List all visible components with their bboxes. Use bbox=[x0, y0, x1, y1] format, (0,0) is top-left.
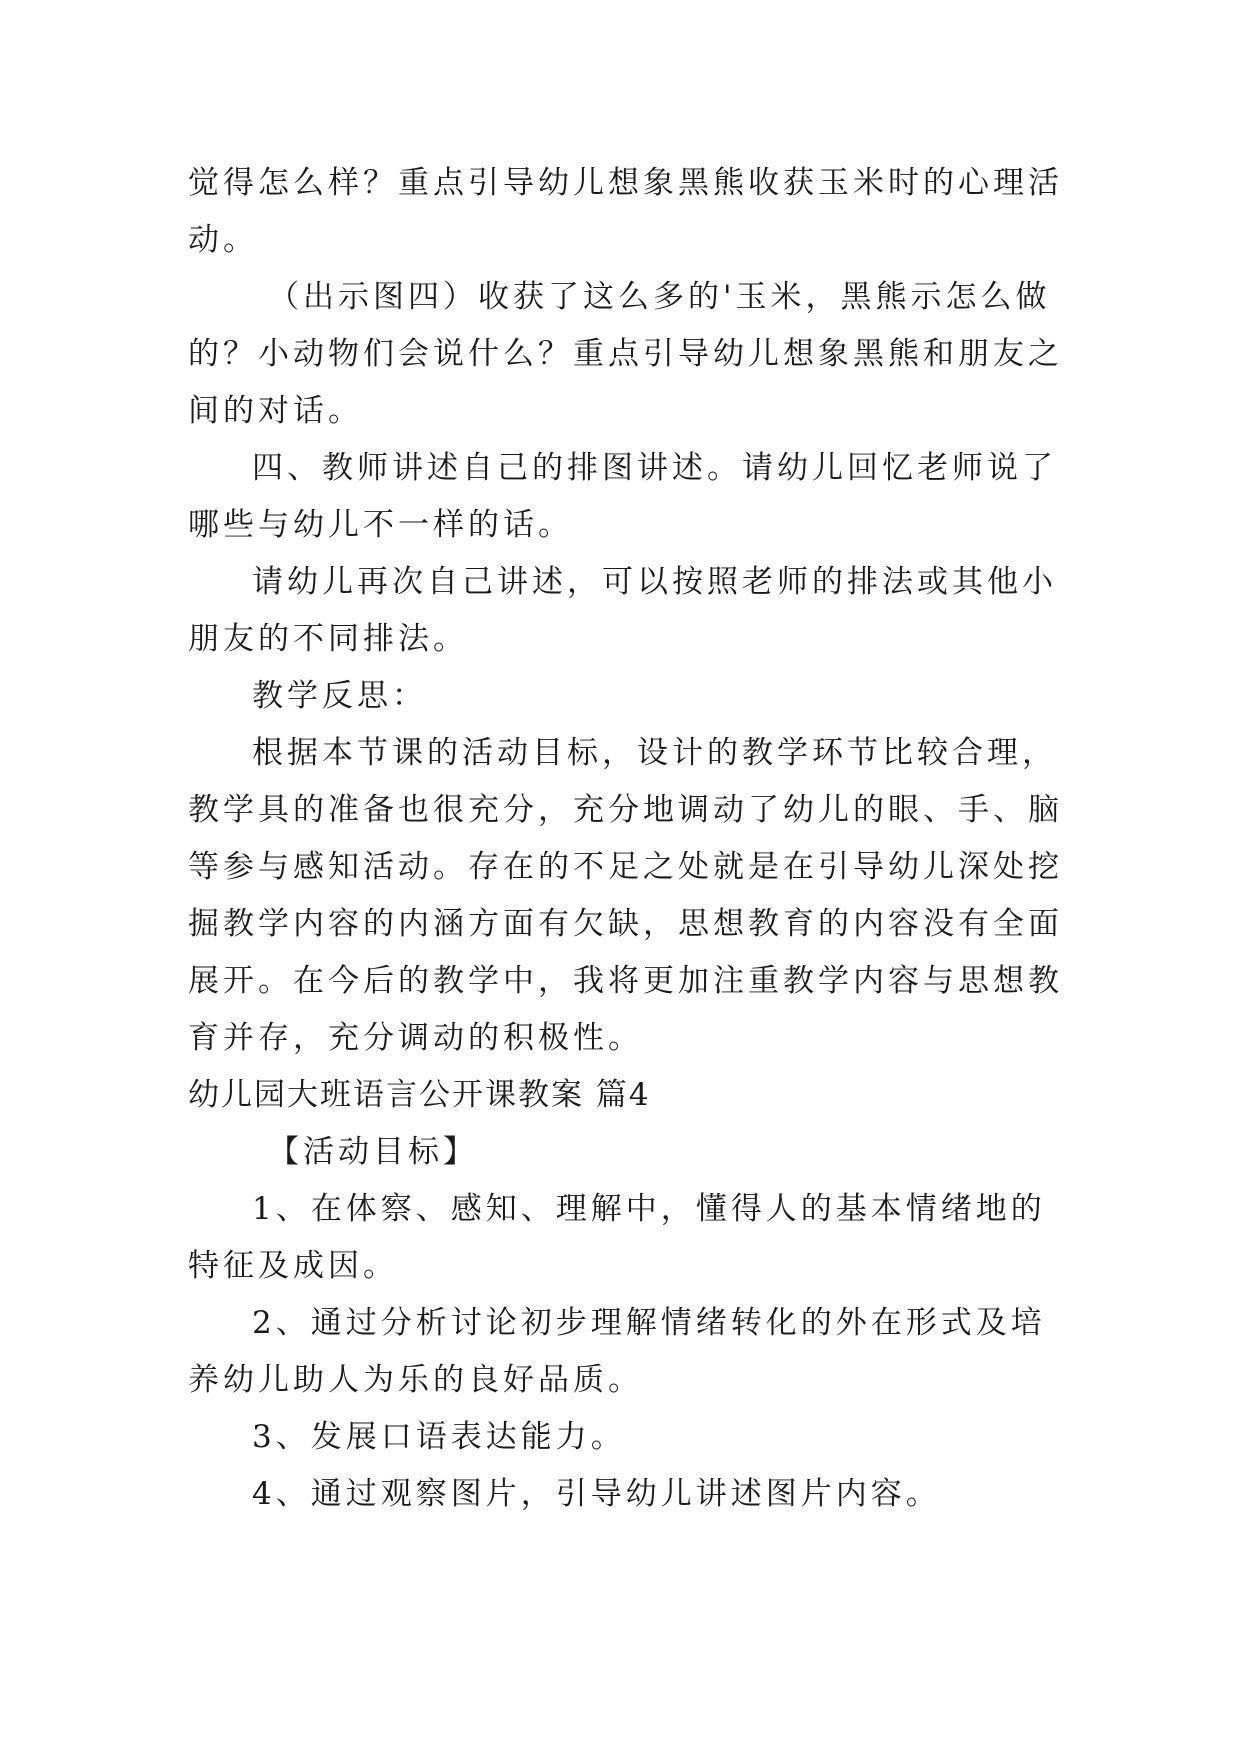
paragraph-show-picture-four: （出示图四）收获了这么多的'玉米，黑熊示怎么做的？小动物们会说什么？重点引导幼儿想象黑熊和朋友之间的对话。 bbox=[188, 279, 1063, 429]
paragraph-goal-3: 3、发展口语表达能力。 bbox=[252, 1419, 626, 1455]
paragraph-retell: 请幼儿再次自己讲述，可以按照老师的排法或其他小朋友的不同排法。 bbox=[188, 564, 1057, 657]
section-heading: 幼儿园大班语言公开课教案 篇4 bbox=[188, 1077, 651, 1113]
document-body bbox=[188, 155, 1068, 1523]
paragraph-reflection-body: 根据本节课的活动目标，设计的教学环节比较合理，教学具的准备也很充分，充分地调动了幼儿的眼、手、脑等参与感知活动。存在的不足之处就是在引导幼儿深处挖掘教学内容的内涵方面有欠缺，思想教育的内容没有全面展开。在今后的教学中，我将更加注重教学内容与思想教育并存，充分调动的积极性。 bbox=[188, 735, 1063, 1056]
paragraph-reflection-title: 教学反思： bbox=[252, 678, 427, 714]
paragraph-continuation: 觉得怎么样？重点引导幼儿想象黑熊收获玉米时的心理活动。 bbox=[188, 165, 1063, 258]
paragraph-goal-4: 4、通过观察图片，引导幼儿讲述图片内容。 bbox=[252, 1476, 941, 1512]
paragraph-activity-goals-title: 【活动目标】 bbox=[268, 1134, 478, 1170]
paragraph-step-four: 四、教师讲述自己的排图讲述。请幼儿回忆老师说了哪些与幼儿不一样的话。 bbox=[188, 450, 1057, 543]
paragraph-goal-1: 1、在体察、感知、理解中，懂得人的基本情绪地的特征及成因。 bbox=[188, 1191, 1046, 1284]
paragraph-goal-2: 2、通过分析讨论初步理解情绪转化的外在形式及培养幼儿助人为乐的良好品质。 bbox=[188, 1305, 1046, 1398]
